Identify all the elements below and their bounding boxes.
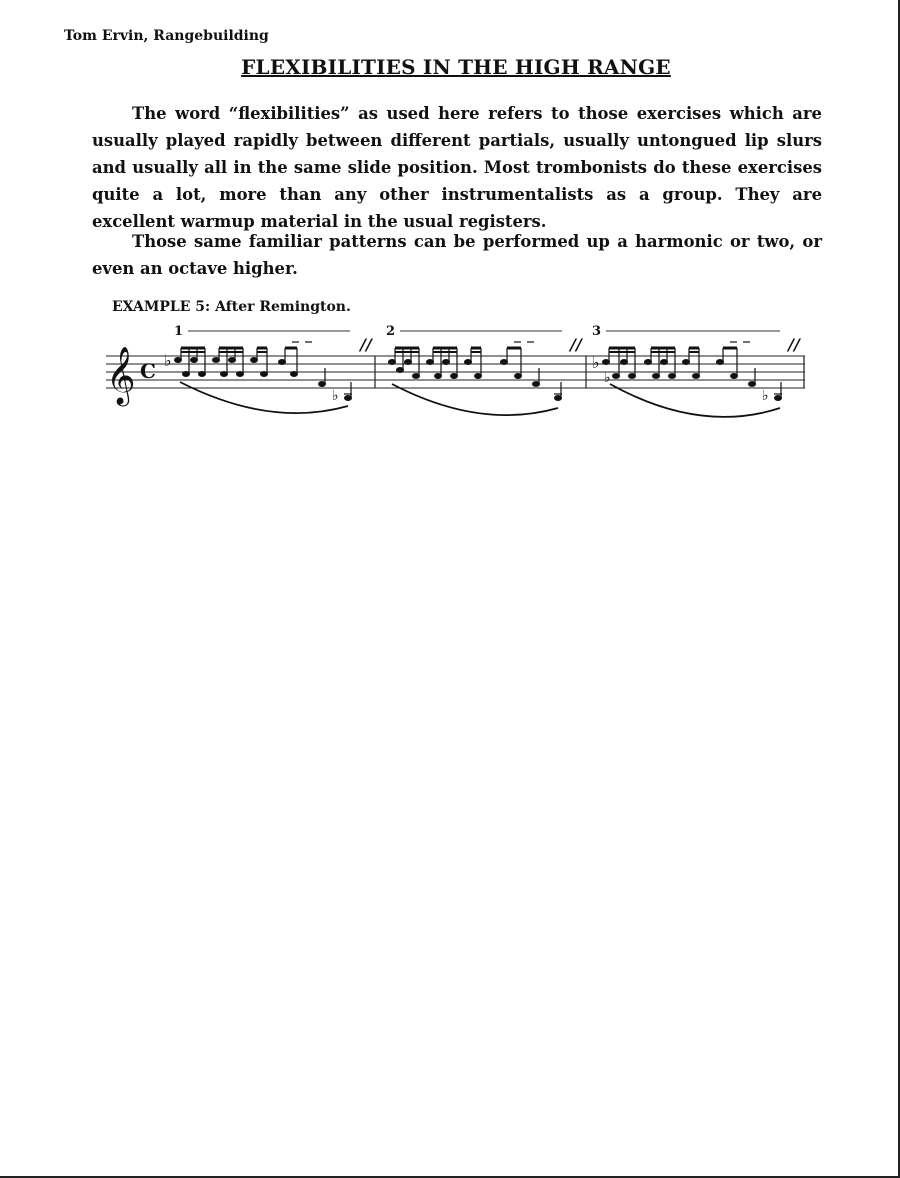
staff-lines xyxy=(106,356,805,388)
flat-icon: ♭ xyxy=(332,388,339,404)
flat-icon: ♭ xyxy=(164,351,172,370)
time-signature: C xyxy=(140,359,156,383)
measure-1 xyxy=(164,342,352,413)
paragraph-2 xyxy=(92,228,822,282)
paragraph-2-text: Those same familiar patterns can be performed up a harmonic or two, or even an octave higher. xyxy=(92,232,822,278)
caesura-1: // xyxy=(360,335,372,354)
measure-2 xyxy=(388,342,562,415)
flat-icon: ♭ xyxy=(604,370,611,386)
caesura-3: // xyxy=(788,335,800,354)
paragraph-1-text: The word “flexibilities” as used here refers to those exercises which are usually played rapidly between different partials, usually untongued lip slurs and usually all in the same slide position. Most trombonists do these exercises quite a lot, more than any other instrumentalists as a group. They are excellent warmup material in the usual registers. xyxy=(92,104,822,231)
treble-clef-icon: 𝄞 xyxy=(106,346,136,404)
measure-number-1: 1 xyxy=(174,324,184,339)
flat-icon: ♭ xyxy=(592,353,600,372)
example-label: EXAMPLE 5: After Remington. xyxy=(112,299,351,315)
music-staff xyxy=(100,318,810,418)
paragraph-1 xyxy=(92,100,822,235)
caesura-2: // xyxy=(570,335,582,354)
measure-3 xyxy=(592,342,782,417)
flat-icon: ♭ xyxy=(762,388,769,404)
measure-number-2: 2 xyxy=(386,324,396,339)
running-head: Tom Ervin, Rangebuilding xyxy=(64,28,269,44)
measure-number-3: 3 xyxy=(592,324,602,339)
page-title: FLEXIBILITIES IN THE HIGH RANGE xyxy=(241,55,671,79)
